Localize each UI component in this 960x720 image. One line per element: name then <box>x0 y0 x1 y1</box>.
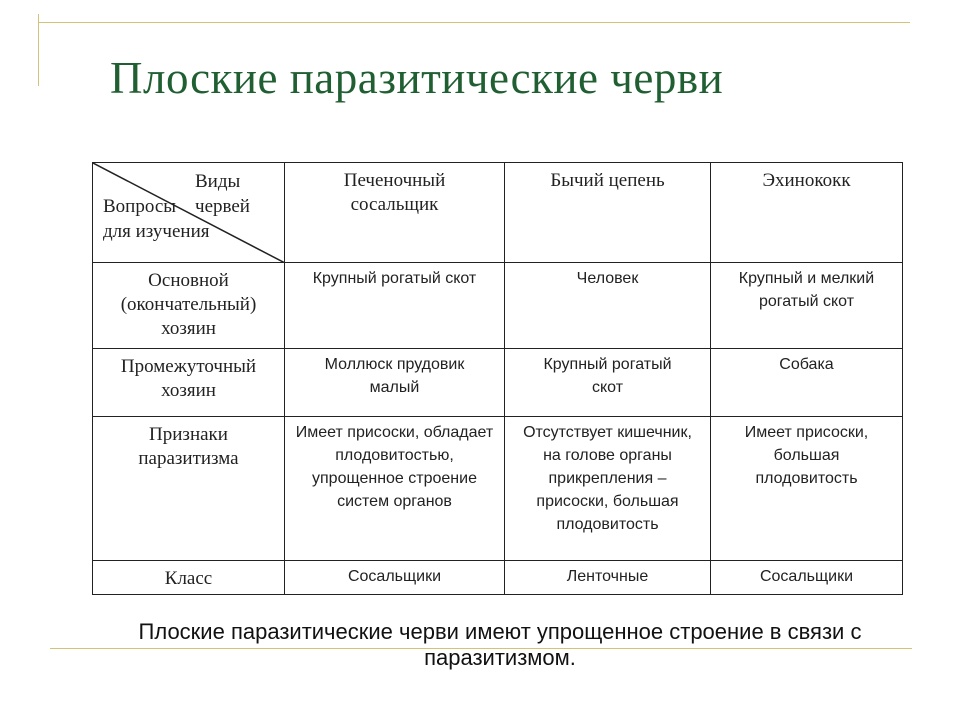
column-header: Печеночный сосальщик <box>285 163 505 263</box>
slide-footer-note: Плоские паразитические черви имеют упрощенное строение в связи с паразитизмом. <box>138 619 862 670</box>
table-cell: Имеет присоски, большая плодовитость <box>711 417 903 561</box>
table-cell: Собака <box>711 349 903 417</box>
corner-study-label: для изучения <box>103 221 210 242</box>
row-label: Класс <box>93 561 285 595</box>
table-row <box>93 263 903 349</box>
corner-cell <box>93 163 285 263</box>
table-cell: Сосальщики <box>711 561 903 595</box>
table-row <box>93 349 903 417</box>
header-row <box>93 163 903 263</box>
table-row <box>93 561 903 595</box>
left-accent-line <box>38 14 39 86</box>
worms-table <box>92 162 903 595</box>
row-label: Промежуточный хозяин <box>93 349 285 417</box>
table-cell: Отсутствует кишечник, на голове органы прикрепления – присоски, большая плодовитость <box>505 417 711 561</box>
column-header: Бычий цепень <box>505 163 711 263</box>
row-label: Признаки паразитизма <box>93 417 285 561</box>
table-cell: Имеет присоски, обладает плодовитостью, упрощенное строение систем органов <box>285 417 505 561</box>
table-cell: Моллюск прудовик малый <box>285 349 505 417</box>
table-cell: Крупный рогатый скот <box>505 349 711 417</box>
table-cell: Человек <box>505 263 711 349</box>
row-label: Основной (окончательный) хозяин <box>93 263 285 349</box>
table-cell: Крупный и мелкий рогатый скот <box>711 263 903 349</box>
column-header: Эхинококк <box>711 163 903 263</box>
top-accent-line <box>38 22 910 23</box>
table-cell: Сосальщики <box>285 561 505 595</box>
table-cell: Ленточные <box>505 561 711 595</box>
corner-questions-label: Вопросы червей <box>103 196 250 217</box>
corner-species-label: Виды <box>195 171 241 192</box>
table-cell: Крупный рогатый скот <box>285 263 505 349</box>
slide-title: Плоские паразитические черви <box>110 53 724 103</box>
table-row <box>93 417 903 561</box>
